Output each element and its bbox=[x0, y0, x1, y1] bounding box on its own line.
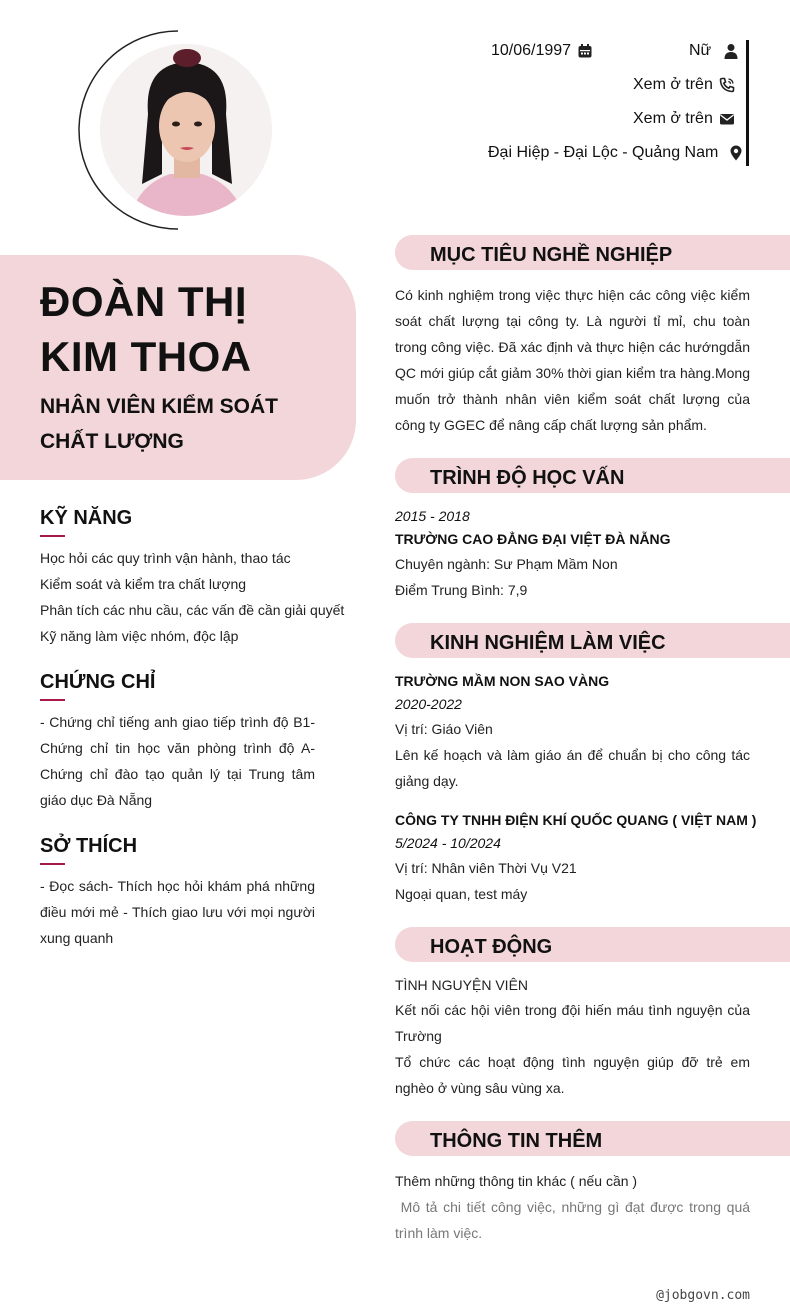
skills-list bbox=[40, 545, 350, 649]
objective-text: Có kinh nghiệm trong việc thực hiện các công việc kiểm soát chất lượng tại công ty. Là người tỉ mỉ, chu toàn trong công việc. Đã xác định và thực hiện các hướngdẫn QC mới giúp cắt giảm 30% thời gian kiểm tra hàng.Mong muốn trở thành nhân viên kiểm soát chất lượng của công ty GGEC để nâng cấp chất lượng sản phẩm. bbox=[395, 287, 750, 433]
job-2-description: Ngoại quan, test máy bbox=[395, 886, 528, 902]
list-item: Học hỏi các quy trình vận hành, thao tác bbox=[40, 550, 291, 566]
education-school: TRƯỜNG CAO ĐẲNG ĐẠI VIỆT ĐÀ NẴNG bbox=[395, 531, 671, 547]
job-1-position: Vị trí: Giáo Viên bbox=[395, 721, 493, 737]
person-icon bbox=[723, 43, 739, 59]
contact-phone bbox=[633, 76, 735, 94]
additional-line-1: Thêm những thông tin khác ( nếu cần ) bbox=[395, 1173, 638, 1189]
education-major: Chuyên ngành: Sư Phạm Mầm Non bbox=[395, 556, 618, 572]
certificates-underline bbox=[40, 699, 65, 701]
hobbies-text: - Đọc sách- Thích học hỏi khám phá những điều mới mẻ - Thích giao lưu với mọi người xung quanh bbox=[40, 878, 315, 946]
list-item: Kiểm soát và kiểm tra chất lượng bbox=[40, 576, 247, 592]
job-1-period: 2020-2022 bbox=[395, 696, 462, 712]
gender-text: Nữ bbox=[689, 42, 712, 59]
job-1-description: Lên kế hoạch và làm giáo án để chuẩn bị cho công tác giảng dạy. bbox=[395, 747, 750, 789]
contact-gender bbox=[689, 42, 739, 60]
education-heading: TRÌNH ĐỘ HỌC VẤN bbox=[430, 467, 625, 489]
hobbies-underline bbox=[40, 863, 65, 865]
job-2-period: 5/2024 - 10/2024 bbox=[395, 835, 501, 851]
contact-address bbox=[488, 144, 744, 162]
list-item: Phân tích các nhu cầu, các vấn đề cần giải quyết bbox=[40, 602, 345, 618]
skills-heading: KỸ NĂNG bbox=[40, 507, 133, 529]
job-title-line-2: CHẤT LƯỢNG bbox=[40, 430, 184, 453]
certificates-heading: CHỨNG CHỈ bbox=[40, 671, 156, 693]
job-title-line-1: NHÂN VIÊN KIỂM SOÁT bbox=[40, 395, 279, 418]
education-gpa: Điểm Trung Bình: 7,9 bbox=[395, 582, 528, 598]
location-pin-icon bbox=[728, 145, 744, 161]
dob-text: 10/06/1997 bbox=[491, 42, 572, 59]
additional-heading: THÔNG TIN THÊM bbox=[430, 1130, 603, 1152]
calendar-icon bbox=[577, 43, 593, 59]
certificates-text: - Chứng chỉ tiếng anh giao tiếp trình độ B1- Chứng chỉ tin học văn phòng trình độ A- Chứng chỉ đào tạo quản lý tại Trung tâm giáo dục Đà Nẵng bbox=[40, 714, 315, 808]
name-line-1: ĐOÀN THỊ bbox=[40, 278, 247, 325]
additional-line-2: Mô tả chi tiết công việc, những gì đạt được trong quá trình làm việc. bbox=[395, 1199, 754, 1241]
list-item: Kỹ năng làm việc nhóm, độc lập bbox=[40, 628, 239, 644]
avatar bbox=[100, 44, 272, 216]
job-2-position: Vị trí: Nhân viên Thời Vụ V21 bbox=[395, 860, 577, 876]
education-period: 2015 - 2018 bbox=[395, 508, 470, 524]
skills-underline bbox=[40, 535, 65, 537]
watermark: @jobgovn.com bbox=[656, 1288, 750, 1303]
contact-divider bbox=[746, 40, 749, 166]
experience-heading: KINH NGHIỆM LÀM VIỆC bbox=[430, 632, 666, 654]
job-1-company: TRƯỜNG MẦM NON SAO VÀNG bbox=[395, 673, 610, 689]
address-text: Đại Hiệp - Đại Lộc - Quảng Nam bbox=[488, 144, 719, 161]
activities-line-2: Tổ chức các hoạt động tình nguyện giúp đỡ trẻ em nghèo ở vùng sâu vùng xa. bbox=[395, 1054, 750, 1096]
profile-photo bbox=[78, 30, 278, 230]
email-text: Xem ở trên bbox=[633, 110, 713, 127]
phone-text: Xem ở trên bbox=[633, 76, 713, 93]
activities-title: TÌNH NGUYỆN VIÊN bbox=[395, 977, 529, 993]
activities-heading: HOẠT ĐỘNG bbox=[430, 936, 553, 958]
envelope-icon bbox=[719, 111, 735, 127]
phone-icon bbox=[719, 77, 735, 93]
job-2-company: CÔNG TY TNHH ĐIỆN KHÍ QUỐC QUANG ( VIỆT NAM ) bbox=[395, 812, 757, 828]
activities-line-1: Kết nối các hội viên trong đội hiến máu tình nguyện của Trường bbox=[395, 1002, 750, 1044]
contact-email bbox=[633, 110, 735, 128]
hobbies-heading: SỞ THÍCH bbox=[40, 835, 138, 857]
contact-dob bbox=[491, 42, 593, 60]
objective-heading: MỤC TIÊU NGHỀ NGHIỆP bbox=[430, 244, 673, 266]
name-line-2: KIM THOA bbox=[40, 333, 252, 380]
